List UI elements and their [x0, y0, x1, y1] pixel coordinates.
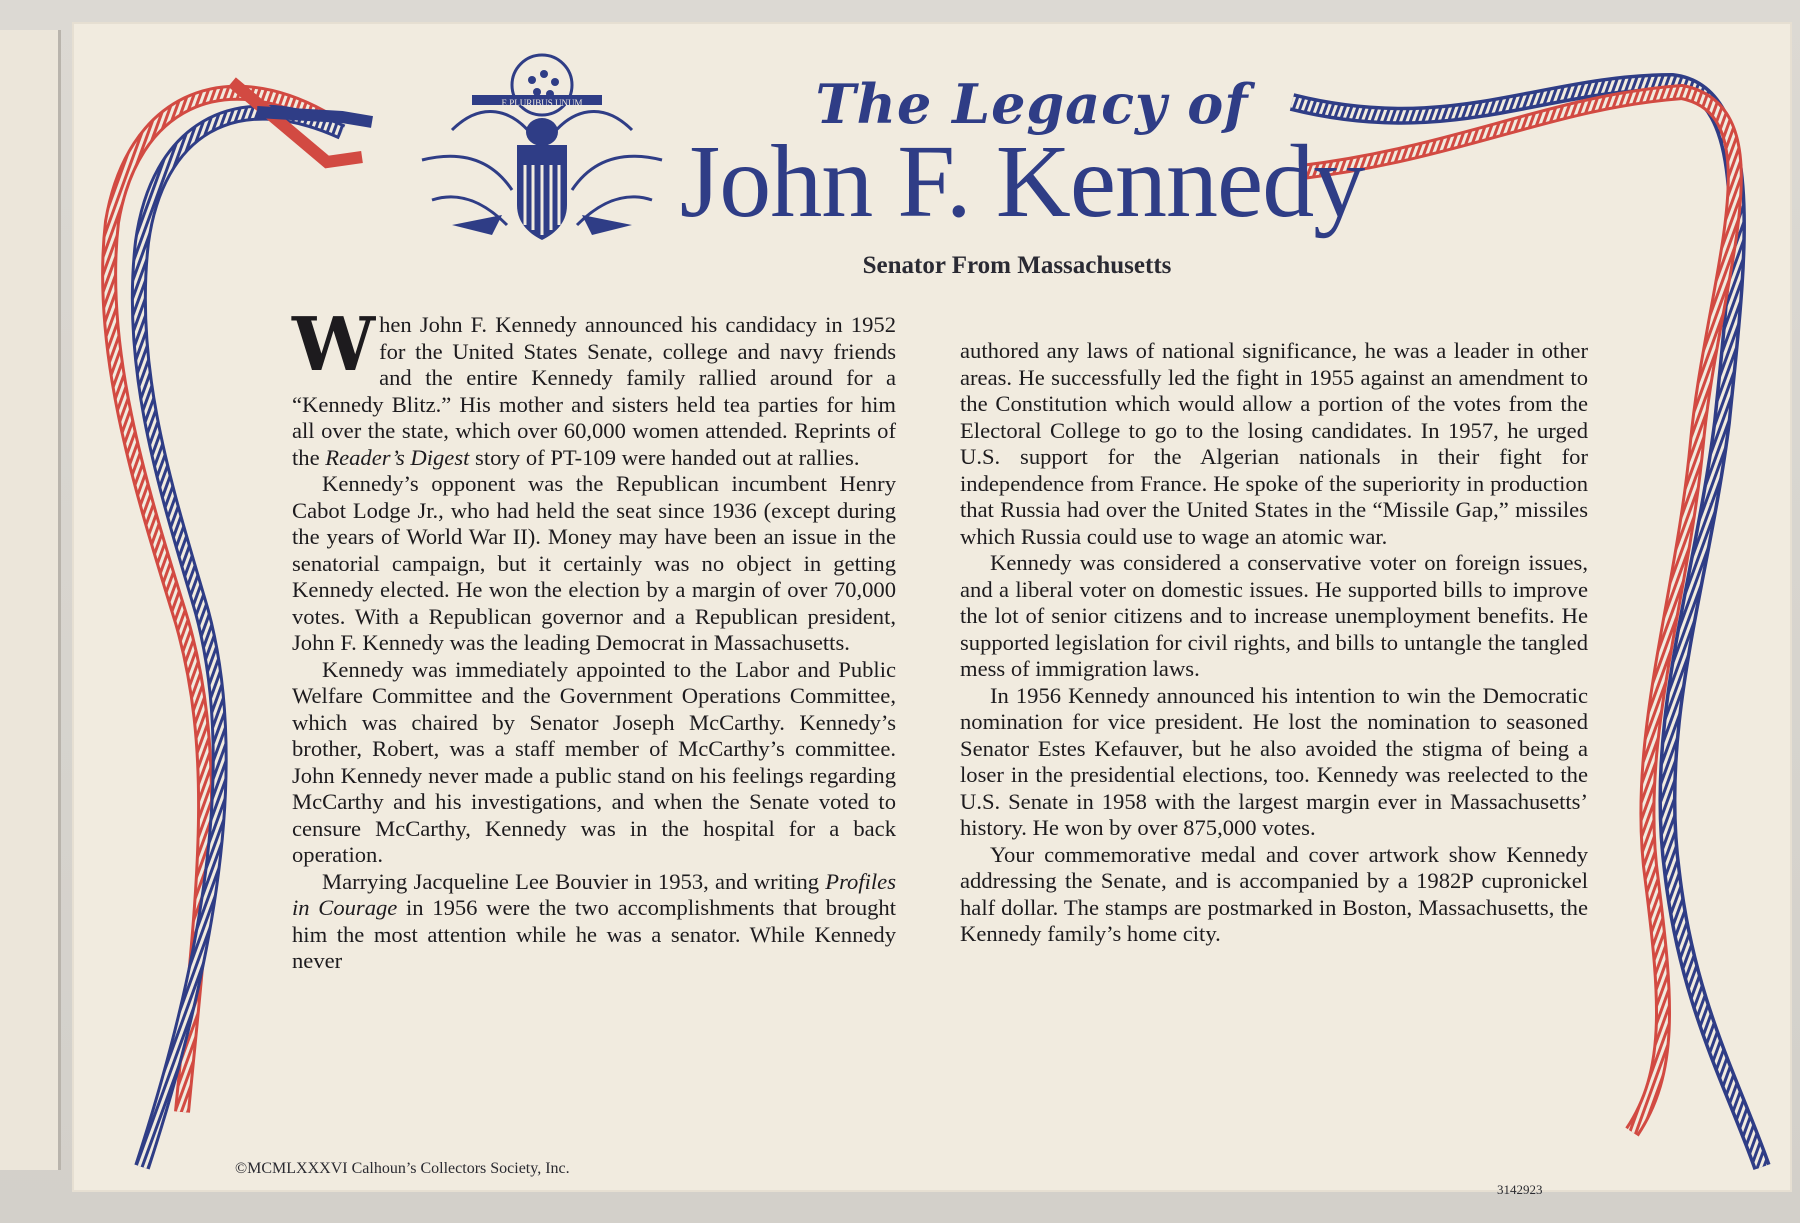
paragraph: When John F. Kennedy announced his candidacy in 1952 for the United States Senate, college and navy friends and the entire Kennedy family rallied around for a “Kennedy Blitz.” His mother and sisters held tea parties for him all over the state, which over 60,000 women attended. Reprints of the Reader’s Digest story of PT-109 were handed out at rallies. [292, 302, 896, 470]
subtitle: Senator From Massachusetts [862, 252, 1172, 279]
paragraph: authored any laws of national significance, he was a leader in other areas. He successfully led the fight in 1955 against an amendment to the Constitution which would allow a portion of the votes from the Electoral College to go to the losing candidates. In 1957, he urged U.S. support for the Algerian nationals in their fight for independence from France. He spoke of the superiority in production that Russia had over the United States in the “Missile Gap,” missiles which Russia could use to wage an atomic war. [960, 338, 1588, 549]
title-line-1: The Legacy of [815, 72, 1249, 136]
paragraph: Kennedy’s opponent was the Republican incumbent Henry Cabot Lodge Jr., who had held the seat since 1936 (except during the years of World War II). Money may have been an issue in the senatorial campaign, but it certainly was no object in getting Kennedy elected. He won the election by a margin of over 70,000 votes. With a Republican governor and a Republican president, John F. Kennedy was the leading Democrat in Massachusetts. [292, 471, 896, 655]
paragraph: Marrying Jacqueline Lee Bouvier in 1953, and writing Profiles in Courage in 1956 were the two accomplishments that brought him the most attention while he was a senator. While Kennedy never [292, 868, 896, 973]
title-line-2: John F. Kennedy [679, 124, 1365, 239]
paragraph: Your commemorative medal and cover artwork show Kennedy addressing the Senate, and is accompanied by a 1982P cupronickel half dollar. The stamps are postmarked in Boston, Massachusetts, the Kennedy family’s home city. [960, 841, 1588, 946]
paragraph: In 1956 Kennedy announced his intention to win the Democratic nomination for vice president. He lost the nomination to seasoned Senator Estes Kefauver, but he also avoided the stigma of being a loser in the presidential elections, too. Kennedy was reelected to the U.S. Senate in 1958 with the largest margin ever in Massachusetts’ history. He won by over 875,000 votes. [960, 682, 1588, 840]
paragraph: Kennedy was immediately appointed to the Labor and Public Welfare Committee and the Government Operations Committee, which was chaired by Senator Joseph McCarthy. Kennedy’s brother, Robert, was a staff member of McCarthy’s committee. John Kennedy never made a public stand on his feelings regarding McCarthy and his investigations, and when the Senate voted to censure McCarthy, Kennedy was in the hospital for a back operation. [292, 656, 896, 867]
right-column [960, 338, 1588, 948]
drop-cap: W [292, 302, 376, 388]
seal-banner-text: E PLURIBUS UNUM [501, 98, 583, 108]
copyright-notice: ©MCMLXXXVI Calhoun’s Collectors Society, Inc. [235, 1160, 570, 1177]
adjacent-page-edge [0, 30, 61, 1170]
paragraph: Kennedy was considered a conservative voter on foreign issues, and a liberal voter on domestic issues. He supported bills to improve the lot of senior citizens and to increase unemployment benefits. He supported legislation for civil rights, and bills to untangle the tangled mess of immigration laws. [960, 550, 1588, 681]
legacy-card [72, 22, 1792, 1197]
left-column [292, 302, 896, 975]
catalog-code: 3142923 [1497, 1182, 1543, 1197]
